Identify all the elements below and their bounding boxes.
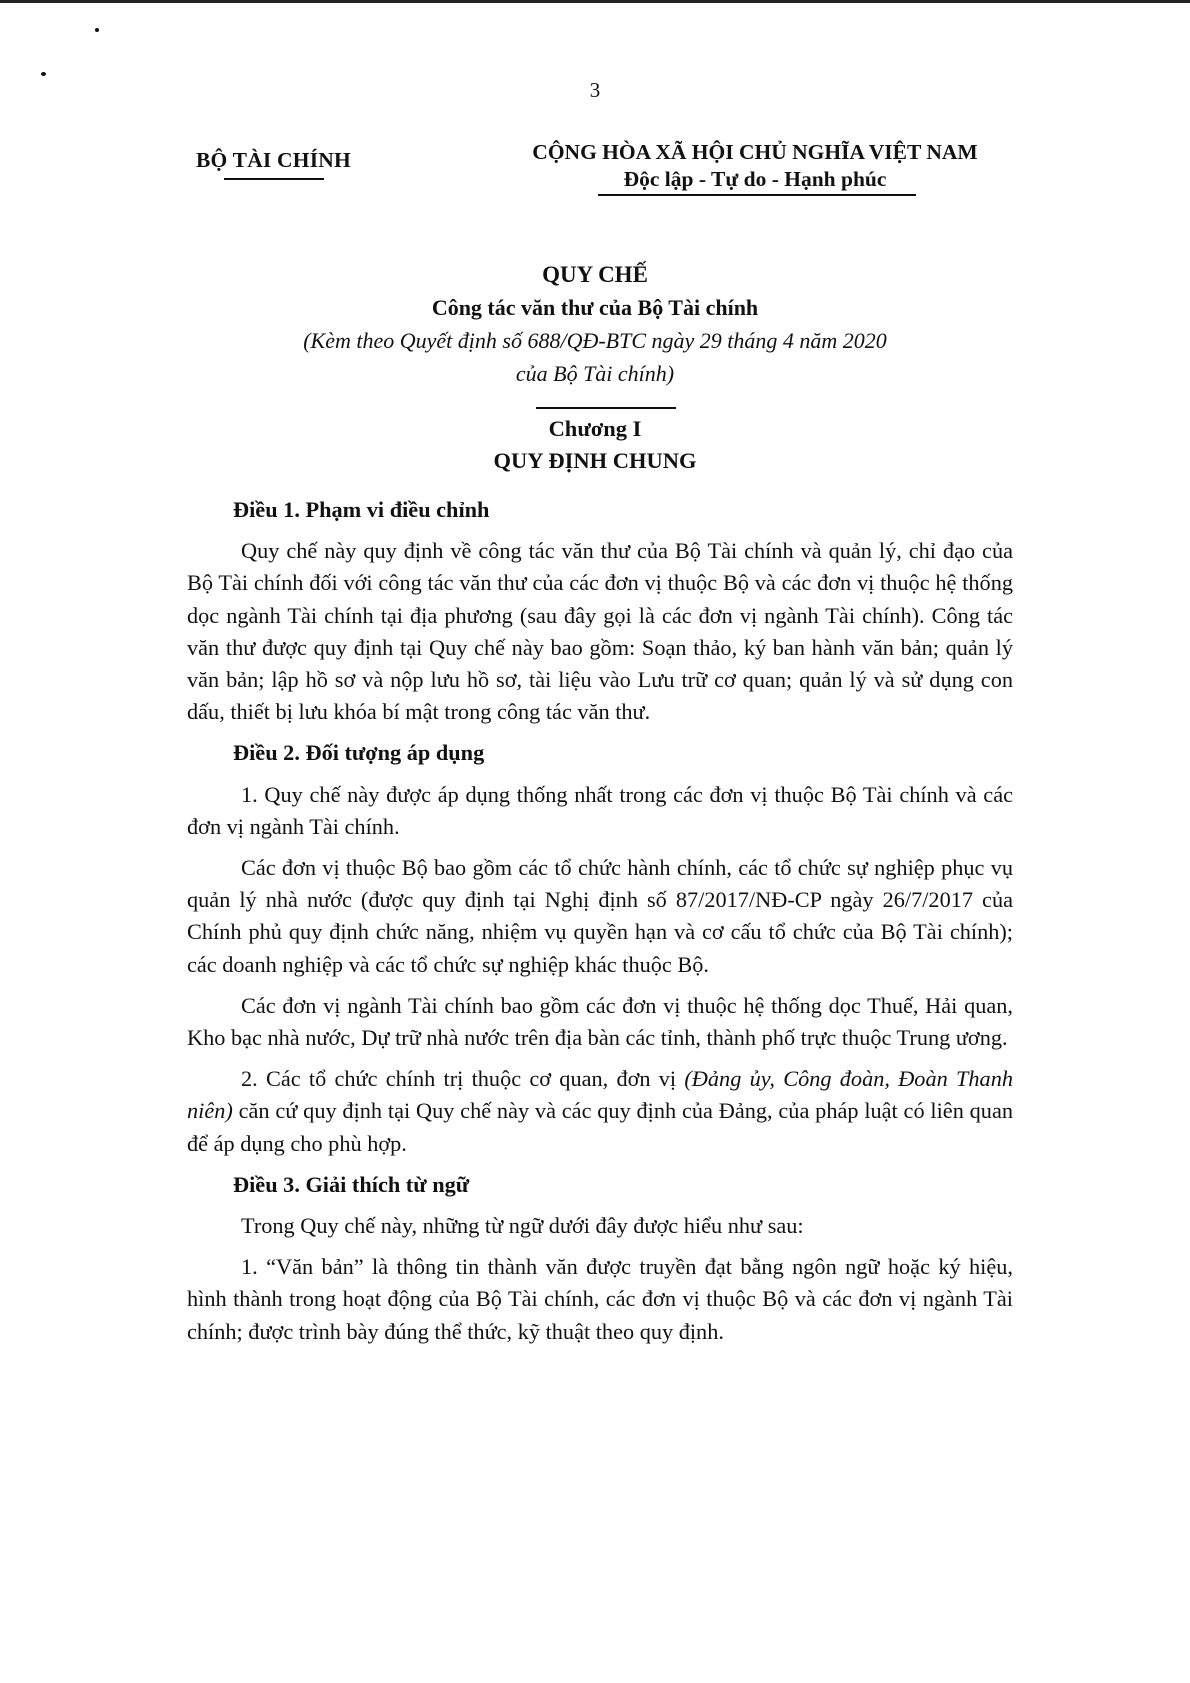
document-title: QUY CHẾ — [542, 262, 648, 287]
article-2-p4-end: căn cứ quy định tại Quy chế này và các quy định của Đảng, của pháp luật có liên quan để áp dụng cho phù hợp. — [187, 1098, 1013, 1156]
scan-speck — [41, 72, 46, 76]
article-3-paragraph-2: 1. “Văn bản” là thông tin thành văn được truyền đạt bằng ngôn ngữ hoặc ký hiệu, hình thành trong hoạt động của Bộ Tài chính, các đơn vị thuộc Bộ và các đơn vị ngành Tài chính; được trình bày đúng thể thức, kỹ thuật theo quy định. — [187, 1254, 1013, 1344]
article-1-paragraph: Quy chế này quy định về công tác văn thư của Bộ Tài chính và quản lý, chỉ đạo của Bộ Tài chính đối với công tác văn thư của các đơn vị thuộc Bộ và các đơn vị thuộc hệ thống dọc ngành Tài chính tại địa phương (sau đây gọi là các đơn vị ngành Tài chính). Công tác văn thư được quy định tại Quy chế này bao gồm: Soạn thảo, ký ban hành văn bản; quản lý văn bản; lập hồ sơ và nộp lưu hồ sơ, tài liệu vào Lưu trữ cơ quan; quản lý và sử dụng con dấu, thiết bị lưu khóa bí mật trong công tác văn thư. — [187, 538, 1013, 725]
article-2-paragraph-4 — [187, 1063, 1013, 1160]
article-2-paragraph-3: Các đơn vị ngành Tài chính bao gồm các đơn vị thuộc hệ thống dọc Thuế, Hải quan, Kho bạc nhà nước, Dự trữ nhà nước trên địa bàn các tỉnh, thành phố trực thuộc Trung ương. — [187, 992, 1013, 1051]
scan-border — [0, 0, 1190, 3]
agency-name: BỘ TÀI CHÍNH — [196, 148, 351, 172]
article-2-p4-start: 2. Các tổ chức chính trị thuộc cơ quan, đơn vị — [241, 1066, 685, 1092]
article-3-heading: Điều 3. Giải thích từ ngữ — [233, 1171, 470, 1197]
page-number: 3 — [589, 78, 601, 102]
motto-underline — [598, 194, 916, 196]
document-subtitle: Công tác văn thư của Bộ Tài chính — [431, 295, 759, 320]
chapter-heading — [180, 413, 1010, 477]
article-2-paragraph-1: 1. Quy chế này được áp dụng thống nhất trong các đơn vị thuộc Bộ Tài chính và các đơn vị ngành Tài chính. — [187, 781, 1013, 839]
article-2-p4-italic: (Đảng ủy, Công đoàn, Đoàn Thanh niên) — [187, 1066, 1013, 1124]
article-1-heading: Điều 1. Phạm vi điều chỉnh — [233, 497, 490, 522]
attachment-note-line1: (Kèm theo Quyết định số 688/QĐ-BTC ngày 29 tháng 4 năm 2020 — [303, 328, 887, 353]
attachment-note-line2: của Bộ Tài chính) — [515, 361, 675, 386]
article-3-paragraph-1: Trong Quy chế này, những từ ngữ dưới đây được hiểu như sau: — [241, 1213, 804, 1239]
national-motto: Độc lập - Tự do - Hạnh phúc — [623, 167, 887, 191]
chapter-number: Chương I — [548, 416, 642, 441]
agency-underline — [224, 178, 324, 180]
document-body — [187, 494, 1013, 1348]
country-name: CỘNG HÒA XÃ HỘI CHỦ NGHĨA VIỆT NAM — [532, 140, 978, 164]
document-title-block — [180, 258, 1010, 390]
chapter-name: QUY ĐỊNH CHUNG — [493, 448, 697, 473]
article-2-heading: Điều 2. Đối tượng áp dụng — [233, 740, 485, 766]
national-header — [500, 140, 1010, 192]
title-separator — [536, 407, 676, 409]
scan-speck — [95, 28, 99, 32]
article-2-paragraph-2: Các đơn vị thuộc Bộ bao gồm các tổ chức hành chính, các tổ chức sự nghiệp phục vụ quản lý nhà nước (được quy định tại Nghị định số 87/2017/NĐ-CP ngày 26/7/2017 của Chính phủ quy định chức năng, nhiệm vụ quyền hạn và cơ cấu tổ chức của Bộ Tài chính); các doanh nghiệp và các tổ chức sự nghiệp khác thuộc Bộ. — [187, 855, 1013, 977]
